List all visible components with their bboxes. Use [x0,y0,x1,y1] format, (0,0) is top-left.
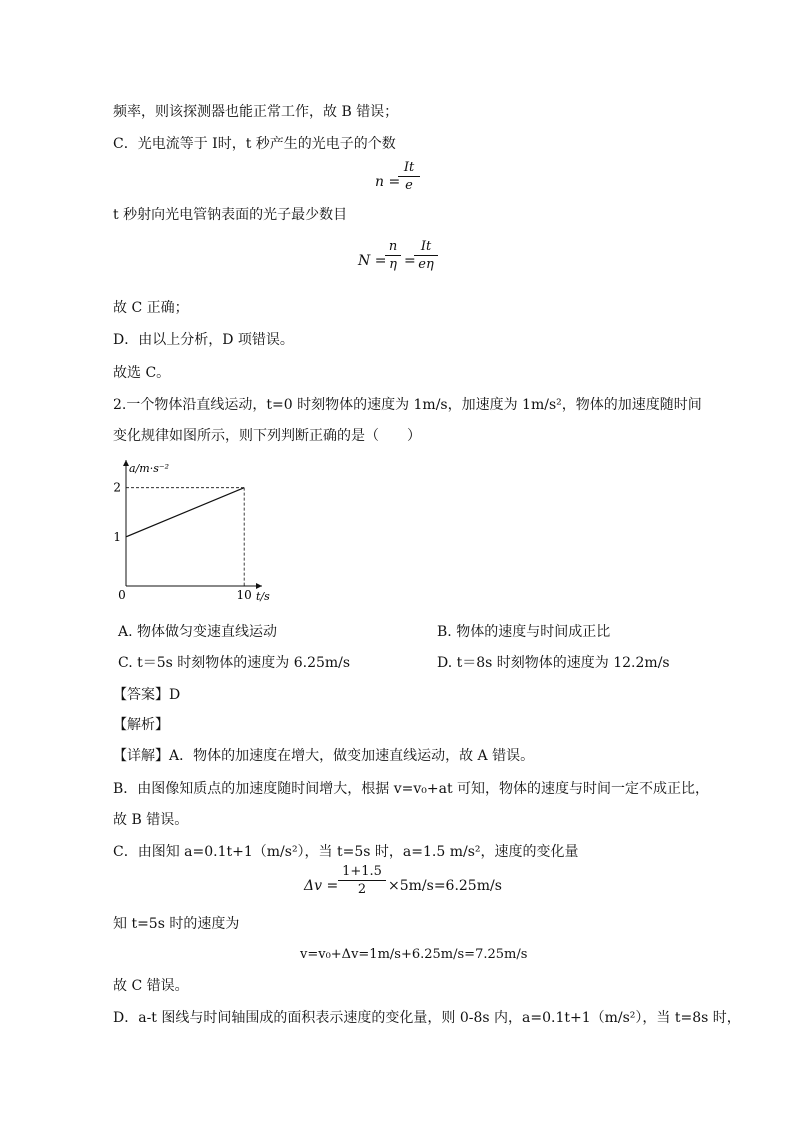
text-line: 故选 C。 [113,365,171,381]
question-stem: 变化规律如图所示，则下列判断正确的是（ ） [113,428,421,444]
y-tick-label: 1 [113,529,121,544]
fraction [414,239,438,272]
y-tick-label: 2 [113,480,121,495]
x-tick-label: 0 [118,588,126,602]
text-line: B．由图像知质点的加速度随时间增大，根据 v=v₀+at 可知，物体的速度与时间一定不成正比， [113,781,710,797]
numerator: It [403,160,415,175]
acceleration-time-chart [110,458,270,608]
denominator: e [405,178,413,193]
series-line [126,488,244,537]
text-line: D．由以上分析，D 项错误。 [113,332,294,348]
formula-lhs: N = [358,253,387,269]
option-c[interactable]: C. t＝5s 时刻物体的速度为 6.25m/s [118,655,351,671]
option-d[interactable]: D. t＝8s 时刻物体的速度为 12.2m/s [437,655,670,671]
text-line: D．a-t 图线与时间轴围成的面积表示速度的变化量，则 0-8s 内，a=0.1t+1（m/s²），当 t=8s 时， [113,1010,741,1026]
answer-label: 【答案】D [113,687,181,703]
formula-lhs: n = [375,174,401,190]
text-line: 故 C 错误。 [113,978,189,994]
formula-rhs: ×5m/s=6.25m/s [388,878,502,894]
formula-v: v=v₀+Δv=1m/s+6.25m/s=7.25m/s [300,947,528,962]
fraction [398,160,420,193]
x-axis-label: t/s [256,590,270,603]
option-a[interactable]: A. 物体做匀变速直线运动 [118,624,278,640]
fraction-bar [398,176,420,177]
text-line: 知 t=5s 时的速度为 [113,916,240,932]
numerator: It [420,239,432,254]
text-line: 【详解】A．物体的加速度在增大，做变加速直线运动，故 A 错误。 [113,748,535,764]
option-b[interactable]: B. 物体的速度与时间成正比 [437,624,611,640]
equals-sign: = [404,253,416,269]
text-line: 故 C 正确； [113,300,189,316]
numerator: n [388,239,398,254]
x-tick-label: 10 [236,588,252,602]
fraction [385,239,401,272]
text-line: 故 B 错误。 [113,812,189,828]
text-line: 频率，则该探测器也能正常工作，故 B 错误； [113,104,399,120]
fraction-bar [385,255,401,256]
x-axis-arrow [256,583,262,589]
question-stem: 2.一个物体沿直线运动，t=0 时刻物体的速度为 1m/s，加速度为 1m/s²，物体的加速度随时间 [113,397,702,413]
denominator: eη [418,257,434,272]
fraction-bar [414,255,438,256]
denominator: 2 [357,882,367,897]
fraction [338,864,386,897]
text-line: t 秒射向光电管钠表面的光子最少数目 [113,207,348,223]
denominator: η [389,257,397,272]
numerator: 1+1.5 [342,864,382,879]
formula-lhs: Δv = [304,878,339,894]
y-axis-label: a/m·s⁻² [129,462,170,475]
analysis-heading: 【解析】 [113,717,169,733]
text-line: C．光电流等于 I时，t 秒产生的光电子的个数 [113,136,396,152]
text-line: C．由图知 a=0.1t+1（m/s²），当 t=5s 时，a=1.5 m/s²，速度的变化量 [113,844,579,860]
fraction-bar [338,880,386,881]
